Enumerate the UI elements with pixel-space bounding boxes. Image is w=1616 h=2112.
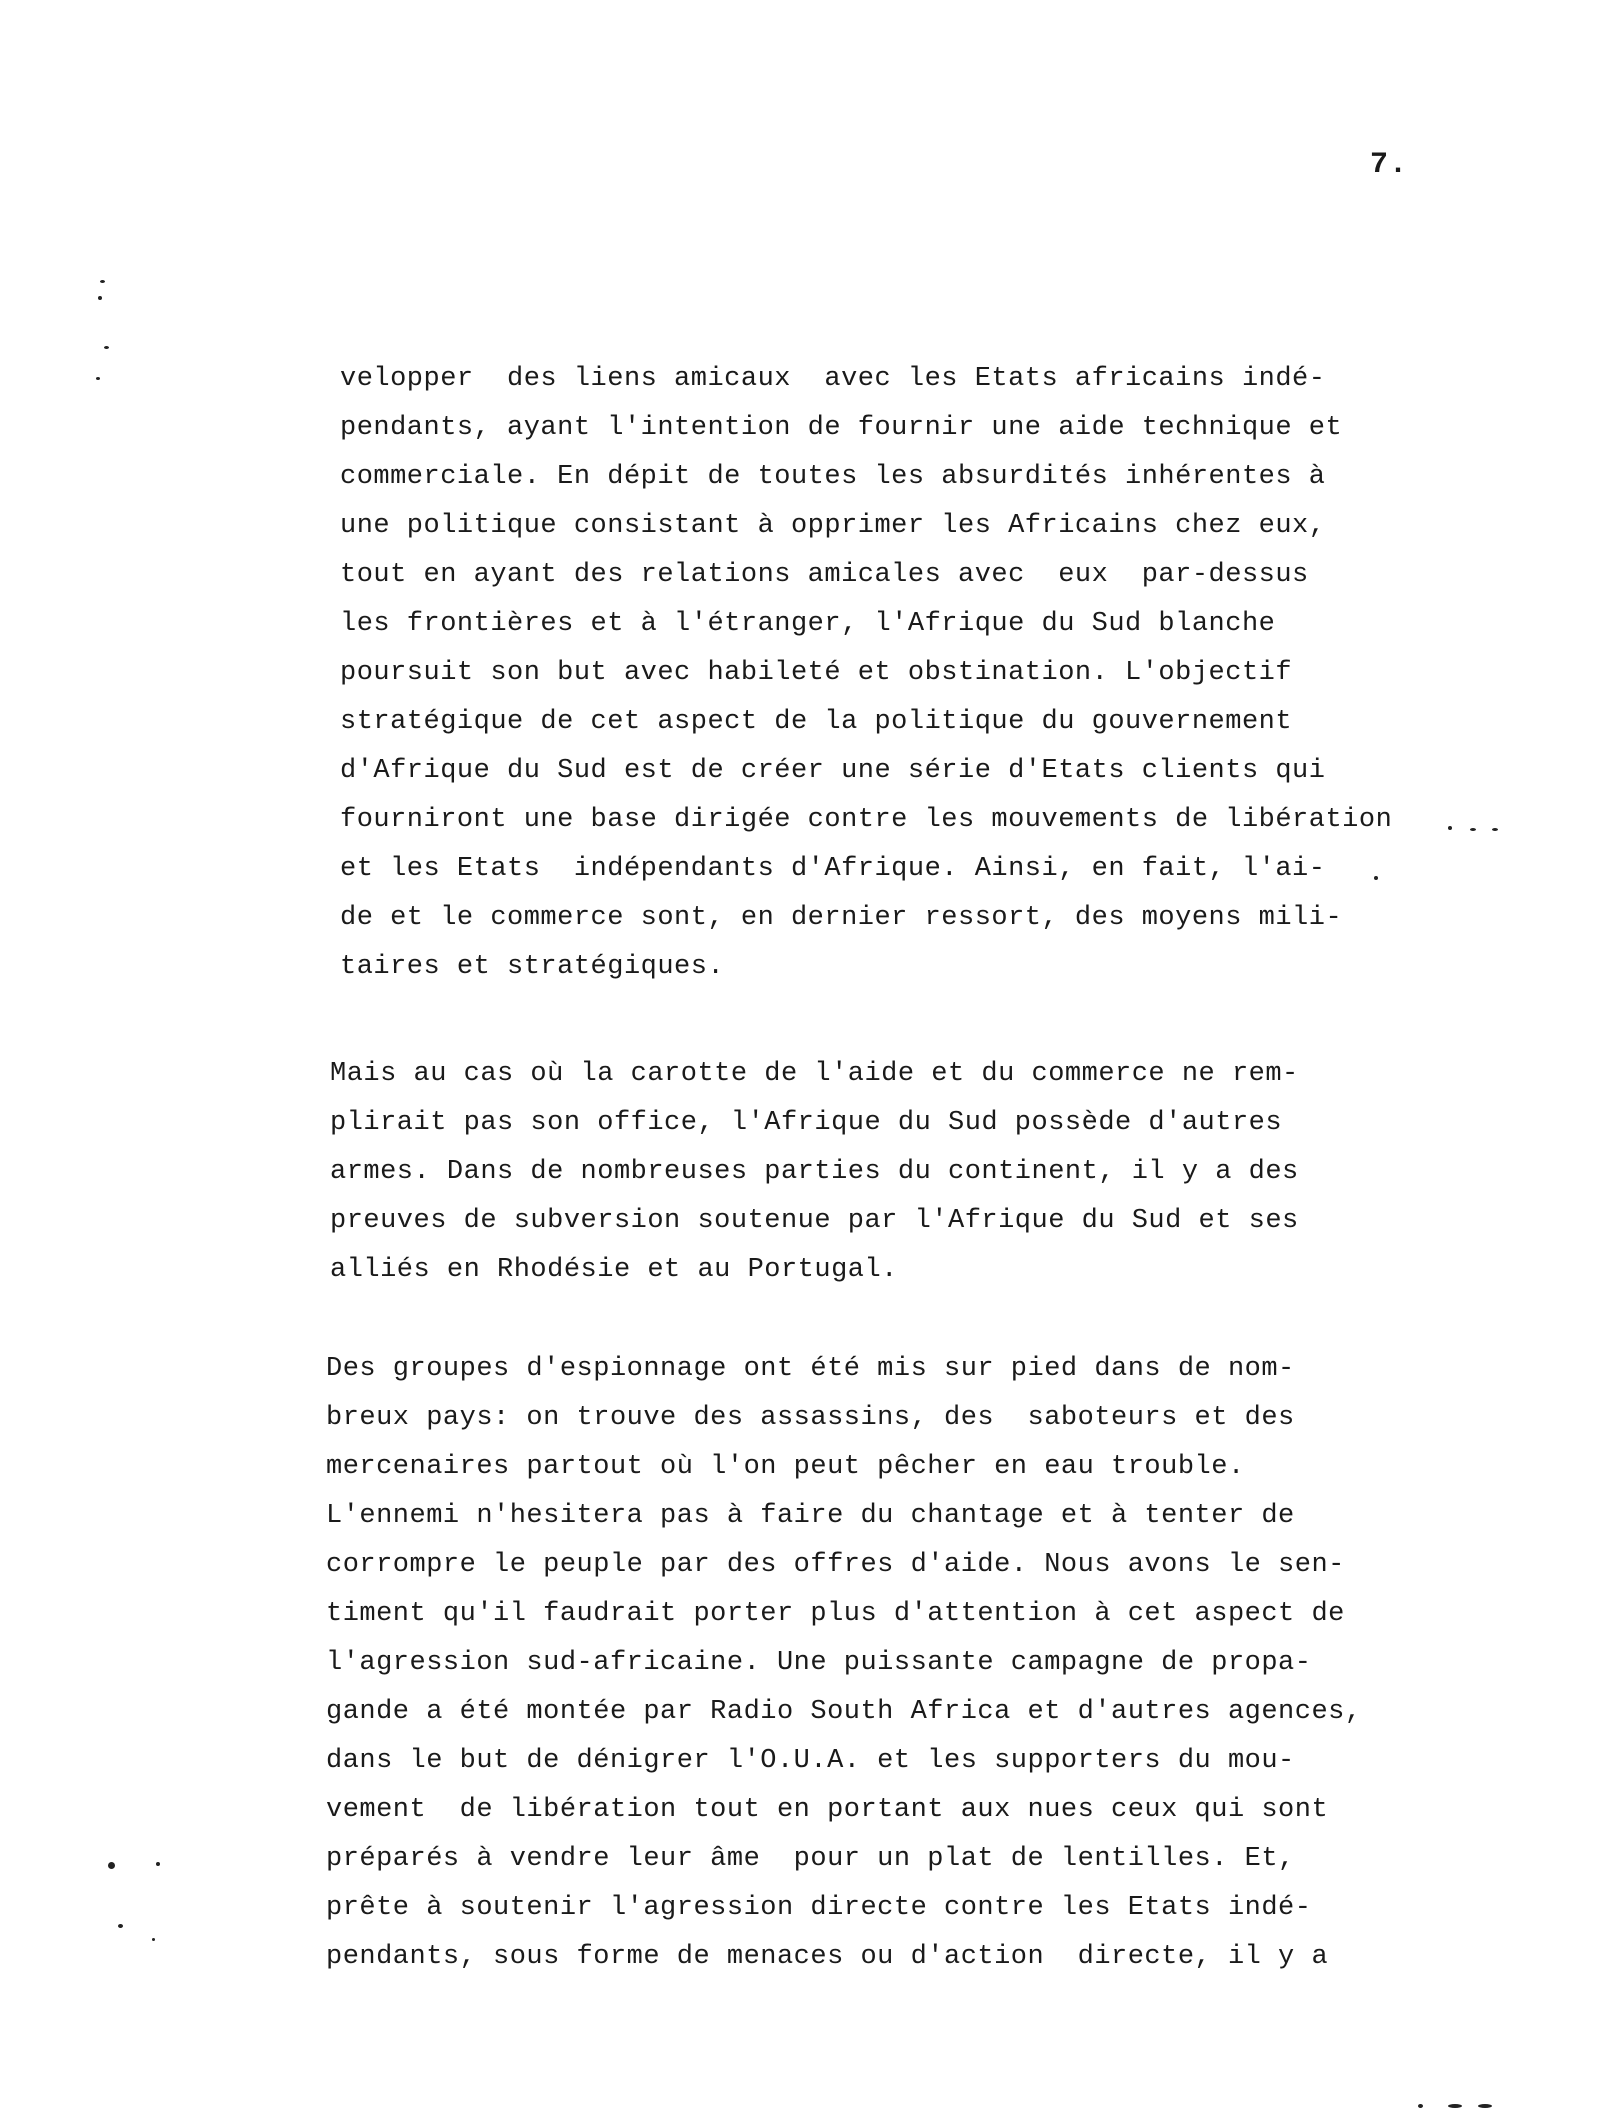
scan-speck <box>108 1862 115 1869</box>
text-line: plirait pas son office, l'Afrique du Sud possède d'autres <box>330 1108 1283 1138</box>
text-line: poursuit son but avec habileté et obstination. L'objectif <box>340 658 1293 688</box>
text-line: timent qu'il faudrait porter plus d'attention à cet aspect de <box>326 1599 1345 1629</box>
text-line: commerciale. En dépit de toutes les absurdités inhérentes à <box>340 462 1326 492</box>
text-line: velopper des liens amicaux avec les Etats africains indé- <box>340 364 1326 394</box>
scan-speck <box>1470 828 1476 831</box>
text-line: prête à soutenir l'agression directe contre les Etats indé- <box>326 1893 1312 1923</box>
scan-speck <box>152 1938 155 1941</box>
text-line: alliés en Rhodésie et au Portugal. <box>330 1255 898 1285</box>
text-line: dans le but de dénigrer l'O.U.A. et les supporters du mou- <box>326 1746 1295 1776</box>
text-line: stratégique de cet aspect de la politique du gouvernement <box>340 707 1293 737</box>
text-line: de et le commerce sont, en dernier ressort, des moyens mili- <box>340 903 1343 933</box>
text-line: pendants, ayant l'intention de fournir une aide technique et <box>340 413 1343 443</box>
text-line: tout en ayant des relations amicales avec eux par-dessus <box>340 560 1309 590</box>
scan-speck <box>96 377 100 380</box>
text-line: L'ennemi n'hesitera pas à faire du chantage et à tenter de <box>326 1501 1295 1531</box>
page-number: 7. <box>1370 148 1409 182</box>
text-line: vement de libération tout en portant aux nues ceux qui sont <box>326 1795 1329 1825</box>
text-line: Des groupes d'espionnage ont été mis sur pied dans de nom- <box>326 1354 1295 1384</box>
text-line: préparés à vendre leur âme pour un plat de lentilles. Et, <box>326 1844 1295 1874</box>
scan-speck <box>156 1862 160 1866</box>
paragraph-1 <box>340 355 1440 992</box>
text-line: une politique consistant à opprimer les Africains chez eux, <box>340 511 1326 541</box>
text-line: fourniront une base dirigée contre les mouvements de libération <box>340 805 1393 835</box>
paragraph-3 <box>326 1345 1426 1982</box>
text-line: l'agression sud-africaine. Une puissante campagne de propa- <box>326 1648 1312 1678</box>
scan-speck <box>104 346 109 349</box>
text-line: corrompre le peuple par des offres d'aide. Nous avons le sen- <box>326 1550 1345 1580</box>
scan-speck <box>1374 876 1378 880</box>
text-line: les frontières et à l'étranger, l'Afrique du Sud blanche <box>340 609 1276 639</box>
scan-speck <box>1478 2104 1492 2108</box>
text-line: pendants, sous forme de menaces ou d'action directe, il y a <box>326 1942 1329 1972</box>
text-line: armes. Dans de nombreuses parties du continent, il y a des <box>330 1157 1299 1187</box>
scan-speck <box>1492 828 1498 831</box>
text-line: mercenaires partout où l'on peut pêcher en eau trouble. <box>326 1452 1245 1482</box>
text-line: breux pays: on trouve des assassins, des saboteurs et des <box>326 1403 1295 1433</box>
scan-speck <box>100 280 105 283</box>
scan-speck <box>1448 2104 1462 2108</box>
text-line: Mais au cas où la carotte de l'aide et du commerce ne rem- <box>330 1059 1299 1089</box>
scan-speck <box>98 296 102 300</box>
text-line: d'Afrique du Sud est de créer une série d'Etats clients qui <box>340 756 1326 786</box>
scan-speck <box>118 1924 123 1928</box>
text-line: preuves de subversion soutenue par l'Afrique du Sud et ses <box>330 1206 1299 1236</box>
scan-speck <box>1418 2104 1423 2108</box>
paragraph-2 <box>330 1050 1430 1295</box>
text-line: gande a été montée par Radio South Africa et d'autres agences, <box>326 1697 1362 1727</box>
text-line: taires et stratégiques. <box>340 952 725 982</box>
scan-speck <box>1448 826 1452 830</box>
text-line: et les Etats indépendants d'Afrique. Ainsi, en fait, l'ai- <box>340 854 1326 884</box>
